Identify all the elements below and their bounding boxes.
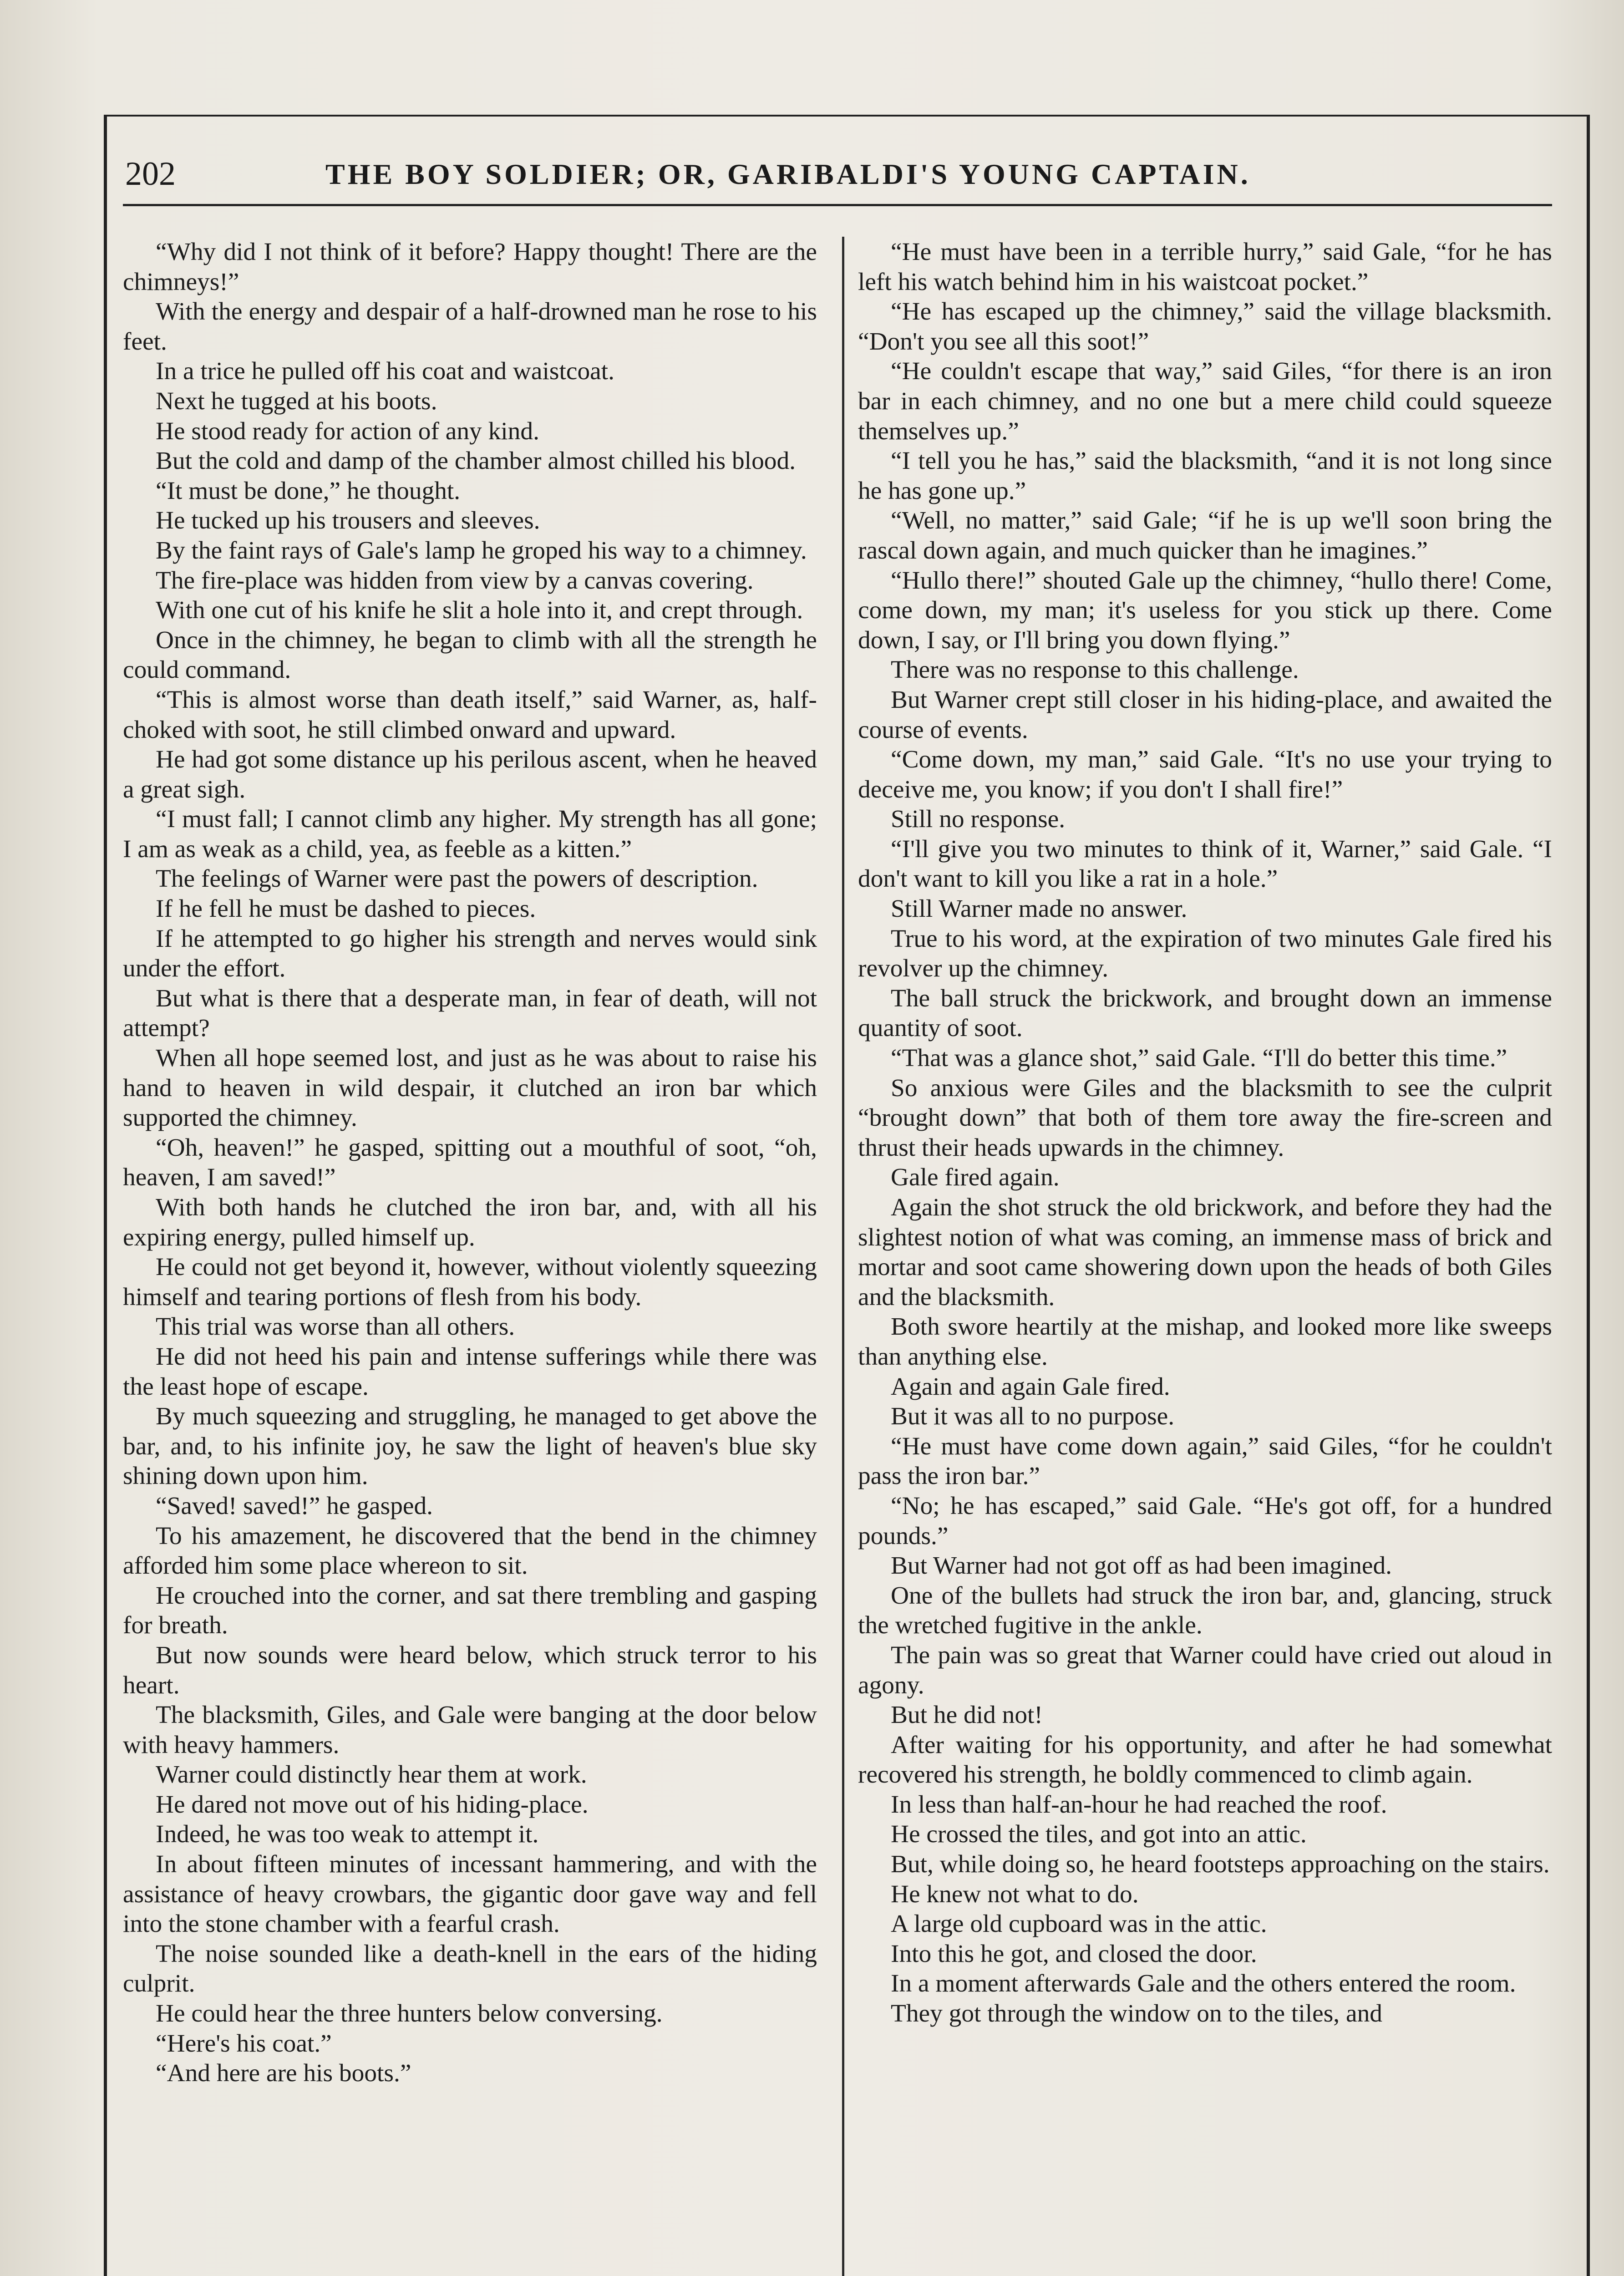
paragraph: “This is almost worse than death itself,” said Warner, as, half-choked with soot, he still climbed onward and upward. (123, 685, 817, 743)
paragraph: By the faint rays of Gale's lamp he groped his way to a chimney. (156, 536, 807, 564)
paragraph: But Warner crept still closer in his hiding-place, and awaited the course of events. (858, 685, 1552, 743)
paragraph: He knew not what to do. (891, 1880, 1139, 1908)
paragraph: “Why did I not think of it before? Happy thought! There are the chimneys!” (123, 238, 817, 295)
paragraph: He had got some distance up his perilous ascent, when he heaved a great sigh. (123, 745, 817, 803)
paragraph: “Saved! saved!” he gasped. (156, 1491, 433, 1519)
paragraph: A large old cupboard was in the attic. (891, 1910, 1267, 1938)
paragraph: “He must have come down again,” said Giles, “for he couldn't pass the iron bar.” (858, 1432, 1552, 1490)
paragraph: He crouched into the corner, and sat there trembling and gasping for breath. (123, 1581, 817, 1639)
paragraph: The ball struck the brickwork, and brought down an immense quantity of soot. (858, 984, 1552, 1042)
paragraph: Both swore heartily at the mishap, and looked more like sweeps than anything else. (858, 1312, 1552, 1370)
paragraph: But what is there that a desperate man, in fear of death, will not attempt? (123, 984, 817, 1042)
right-column (858, 237, 1552, 2276)
paragraph: “And here are his boots.” (156, 2059, 411, 2087)
running-title: THE BOY SOLDIER; OR, GARIBALDI'S YOUNG CAPTAIN. (325, 158, 1251, 190)
left-column (123, 237, 817, 2276)
paragraph: To his amazement, he discovered that the bend in the chimney afforded him some place whereon to sit. (123, 1521, 817, 1580)
paragraph: Again and again Gale fired. (891, 1372, 1170, 1400)
paragraph: “I'll give you two minutes to think of it, Warner,” said Gale. “I don't want to kill you like a rat in a hole.” (858, 834, 1552, 893)
paragraph: “That was a glance shot,” said Gale. “I'll do better this time.” (891, 1044, 1507, 1072)
paragraph: But, while doing so, he heard footsteps approaching on the stairs. (891, 1850, 1550, 1878)
paragraph: With one cut of his knife he slit a hole into it, and crept through. (156, 596, 803, 624)
paragraph: Gale fired again. (891, 1163, 1060, 1191)
paragraph: After waiting for his opportunity, and after he had somewhat recovered his strength, he boldly commenced to climb again. (858, 1730, 1552, 1788)
paragraph: One of the bullets had struck the iron bar, and, glancing, struck the wretched fugitive in the ankle. (858, 1581, 1552, 1639)
paragraph: With the energy and despair of a half-drowned man he rose to his feet. (123, 297, 817, 355)
paragraph: He crossed the tiles, and got into an attic. (891, 1820, 1307, 1848)
paragraph: The noise sounded like a death-knell in the ears of the hiding culprit. (123, 1939, 817, 1997)
paragraph: “He has escaped up the chimney,” said the village blacksmith. “Don't you see all this soot!” (858, 297, 1552, 355)
paragraph: Again the shot struck the old brickwork, and before they had the slightest notion of what was coming, an immense mass of brick and mortar and soot came showering down upon the heads of both Giles and the blacksmith. (858, 1193, 1552, 1311)
paragraph: In about fifteen minutes of incessant hammering, and with the assistance of heavy crowbars, the gigantic door gave way and fell into the stone chamber with a fearful crash. (123, 1850, 817, 1938)
paragraph: Still no response. (891, 805, 1066, 833)
paragraph: He did not heed his pain and intense sufferings while there was the least hope of escape. (123, 1342, 817, 1400)
paragraph: Still Warner made no answer. (891, 894, 1188, 923)
paragraph: The blacksmith, Giles, and Gale were banging at the door below with heavy hammers. (123, 1701, 817, 1758)
header-rule (123, 204, 1552, 206)
paragraph: But the cold and damp of the chamber almost chilled his blood. (156, 447, 796, 475)
paragraph: Warner could distinctly hear them at work. (156, 1760, 587, 1788)
paragraph: “No; he has escaped,” said Gale. “He's got off, for a hundred pounds.” (858, 1491, 1552, 1550)
paragraph: But Warner had not got off as had been imagined. (891, 1551, 1392, 1580)
paragraph: But he did not! (891, 1701, 1043, 1729)
paragraph: With both hands he clutched the iron bar, and, with all his expiring energy, pulled himself up. (123, 1193, 817, 1251)
paragraph: “I must fall; I cannot climb any higher. My strength has all gone; I am as weak as a child, yea, as feeble as a kitten.” (123, 805, 817, 863)
paragraph: If he attempted to go higher his strength and nerves would sink under the effort. (123, 924, 817, 982)
paragraph: True to his word, at the expiration of two minutes Gale fired his revolver up the chimney. (858, 924, 1552, 982)
paragraph: This trial was worse than all others. (156, 1312, 515, 1341)
paragraph: When all hope seemed lost, and just as he was about to raise his hand to heaven in wild despair, it clutched an iron bar which supported the chimney. (123, 1044, 817, 1132)
paragraph: “I tell you he has,” said the blacksmith, “and it is not long since he has gone up.” (858, 447, 1552, 504)
paragraph: “He couldn't escape that way,” said Giles, “for there is an iron bar in each chimney, and no one but a mere child could squeeze themselves up.” (858, 357, 1552, 445)
paragraph: The fire-place was hidden from view by a canvas covering. (156, 566, 754, 594)
paragraph: He could not get beyond it, however, without violently squeezing himself and tearing portions of flesh from his body. (123, 1253, 817, 1311)
paragraph: The pain was so great that Warner could have cried out aloud in agony. (858, 1641, 1552, 1699)
page-header (125, 155, 1563, 209)
page-number: 202 (125, 155, 176, 193)
paragraph: “Oh, heaven!” he gasped, spitting out a mouthful of soot, “oh, heaven, I am saved!” (123, 1133, 817, 1191)
paragraph: In a moment afterwards Gale and the others entered the room. (891, 1969, 1516, 1997)
paragraph: “Hullo there!” shouted Gale up the chimney, “hullo there! Come, come down, my man; it's useless for you stick up there. Come down, I say, or I'll bring you down flying.” (858, 566, 1552, 654)
paragraph: “Here's his coat.” (156, 2029, 332, 2057)
paragraph: He dared not move out of his hiding-place. (156, 1790, 589, 1818)
paragraph: “Come down, my man,” said Gale. “It's no use your trying to deceive me, you know; if you don't I shall fire!” (858, 745, 1552, 803)
paragraph: Indeed, he was too weak to attempt it. (156, 1820, 539, 1848)
paragraph: By much squeezing and struggling, he managed to get above the bar, and, to his infinite joy, he saw the light of heaven's blue sky shining down upon him. (123, 1402, 817, 1490)
paragraph: There was no response to this challenge. (891, 655, 1299, 684)
column-divider (842, 237, 844, 2276)
paragraph: But now sounds were heard below, which struck terror to his heart. (123, 1641, 817, 1699)
paragraph: Next he tugged at his boots. (156, 386, 437, 415)
paragraph: In less than half-an-hour he had reached the roof. (891, 1790, 1387, 1818)
paragraph: Into this he got, and closed the door. (891, 1939, 1257, 1967)
paragraph: The feelings of Warner were past the powers of description. (156, 864, 758, 893)
paragraph: But it was all to no purpose. (891, 1402, 1175, 1430)
paragraph: He tucked up his trousers and sleeves. (156, 506, 540, 534)
paragraph: He stood ready for action of any kind. (156, 417, 539, 445)
paragraph: Once in the chimney, he began to climb with all the strength he could command. (123, 625, 817, 684)
paragraph: “He must have been in a terrible hurry,” said Gale, “for he has left his watch behind him in his waistcoat pocket.” (858, 238, 1552, 295)
paragraph: If he fell he must be dashed to pieces. (156, 894, 536, 923)
paragraph: So anxious were Giles and the blacksmith to see the culprit “brought down” that both of them tore away the fire-screen and thrust their heads upwards in the chimney. (858, 1073, 1552, 1161)
paragraph: “It must be done,” he thought. (156, 476, 461, 504)
paragraph: “Well, no matter,” said Gale; “if he is up we'll soon bring the rascal down again, and much quicker than he imagines.” (858, 506, 1552, 564)
paragraph: He could hear the three hunters below conversing. (156, 1999, 663, 2027)
paragraph: They got through the window on to the tiles, and (891, 1999, 1382, 2027)
paragraph: In a trice he pulled off his coat and waistcoat. (156, 357, 614, 385)
